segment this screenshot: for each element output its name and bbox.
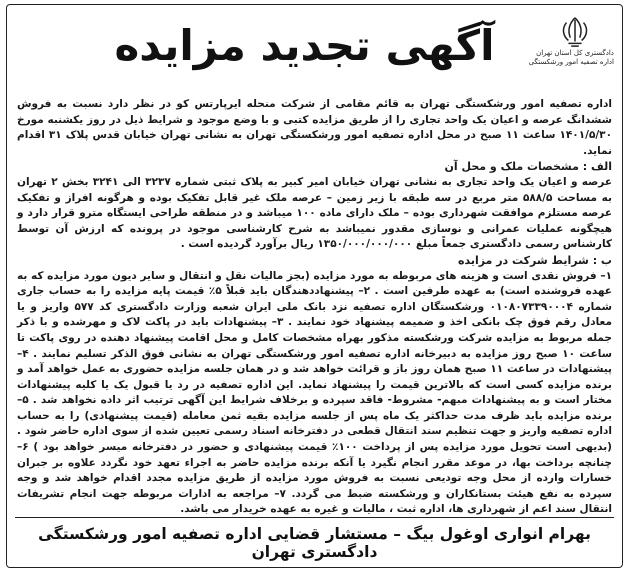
- section-b-text: ۱– فروش نقدی است و هزینه های مربوطه به مورد مزایده (بجز مالیات نقل و انتقال و سایر دیون مورد مزایده که به عهده فروشنده است) به عهده طرفین است . ۲– پیشنهاددهندگان باید قبلاً ۵٪ قیمت پایه مزایده را به حساب جاری شماره ۰۱۰۸۰۷۳۳۹۰۰۰۴ ورشکستگان اداره تصفیه نزد بانک ملی ایران شعبه وزارت دادگستری کد ۵۷۷ واریز و یا معادل رقم فوق چک بانکی اخذ و ضمیمه پیشنهاد خود نمایند . ۳– پیشنهادات باید در پاکت لاک و مهرشده و با ذکر جمله مربوط به مزایده شرکت ورشکسته مذکور بهراه مشخصات کامل و محل اقامت پیشنهاد دهنده در روی پاکت تا ساعت ۱۰ صبح روز مزایده به دبیرخانه اداره تصفیه امور ورشکستگی تهران به نشانی فوق الذکر تسلیم نمایند . ۴– پیشنهادات در ساعت ۱۱ صبح همان روز باز و قرائت خواهد شد و در همان جلسه مزایده حضوری به عمل خواهد آمد و برنده مزایده کسی است که بالاترین قیمت را پیشنهاد نماید. این اداره تصفیه در رد یا قبول یک یا کلیه پیشنهادات مختار است و به پیشنهادات مبهم- مشروط- فاقد سپرده و برخلاف شرایط این آگهی ترتیب اثر داده نخواهد شد . ۵– برنده مزایده باید ظرف مدت حداکثر یک ماه پس از جلسه مزایده بقیه ثمن معامله (قیمت پیشنهادی) را به حساب اداره تصفیه واریز و جهت تنظیم سند انتقال قطعی در دفترخانه اسناد رسمی تعیین شده از سوی اداره حاضر شود . (بدیهی است تحویل مورد مزایده پس از پرداخت ۱۰۰٪ قیمت پیشنهادی و حضور در دفترخانه میسر خواهد بود ) ۶– چنانچه برداخت بها، در موعد مقرر انجام نگیرد یا آنکه برنده مزایده حاضر به اجراء تعهد خود نگردد علاوه بر جبران خسارات وارده از محل وجه تودیعی نسبت به فروش مورد مزایده از طریق مزایده مجدد اقدام خواهد شد و وجه سپرده به نفع هیئت بستانکاران و ورشکسته ضبط می گردد. ۷– مراجعه به ادارات مربوطه جهت انجام تشریفات انتقال سند اعم از شهرداری ها، اداره ثبت ، مالیات و غیره به عهده خریدار می باشد.: [17, 269, 612, 516]
- iran-judiciary-emblem-icon: [556, 15, 594, 49]
- signature-line: بهرام انواری اوغول بیگ – مستشار قضایی اداره تصفیه امور ورشکستگی دادگستری تهران: [38, 525, 591, 561]
- section-a-heading: الف : مشخصات ملک و محل آن: [444, 160, 612, 174]
- org-line-province: دادگستری کل استان تهران: [536, 49, 614, 57]
- notice-header: [7, 15, 622, 93]
- section-a-text: عرصه و اعیان یک واحد تجاری به نشانی تهران خیابان امیر کبیر به پلاک ثبتی شماره ۳۲۳۷ الی ۳۲۴۱ بخش ۲ تهران به مساحت ۵۸۸/۵ متر مربع در سه طبقه با زیر زمین – عرصه ملک غیر قابل تفکیک بوده و هرگونه افراز و تفکیک عرصه مستلزم موافقت شهرداری بوده – ملک دارای ماده ۱۰۰ میباشد و در منطقه طراحی ایستگاه مترو قرار دارد و هیچگونه عملیات عمرانی و نوسازی مقدور نمیباشد به شرح کارشناسی موجود در پرونده که ارزش آن توسط کارشناس رسمی دادگستری جمعاً مبلغ ۱۳۵۰/۰۰۰/۰۰۰/۰۰۰ ریال برآورد گردیده است .: [17, 175, 613, 251]
- intro-paragraph: اداره تصفیه امور ورشکستگی تهران به قائم مقامی از شرکت منحله ایرپارتس کو در نظر دارد نسبت به فروش ششدانگ عرصه و اعیان یک واحد تجاری را از طریق مزایده کتبی و با وضع موجود و شرایط ذیل در روز یکشنبه مورخ ۱۴۰۱/۵/۳۰ ساعت ۱۱ صبح در محل اداره تصفیه امور ورشکستگی تهران به نشانی تهران خیابان قدس پلاک ۳۱ اقدام نماید.: [17, 98, 612, 157]
- section-b-heading: ب : شرایط شرکت در مزایده: [457, 253, 612, 267]
- notice-title: آگهی تجدید مزایده: [114, 21, 495, 70]
- footer-divider: [15, 517, 614, 518]
- organization-block: [528, 15, 614, 67]
- org-line-department: اداره تصفیه امور ورشکستگی: [528, 57, 614, 66]
- notice-body: [17, 97, 612, 518]
- notice-frame: [6, 4, 623, 568]
